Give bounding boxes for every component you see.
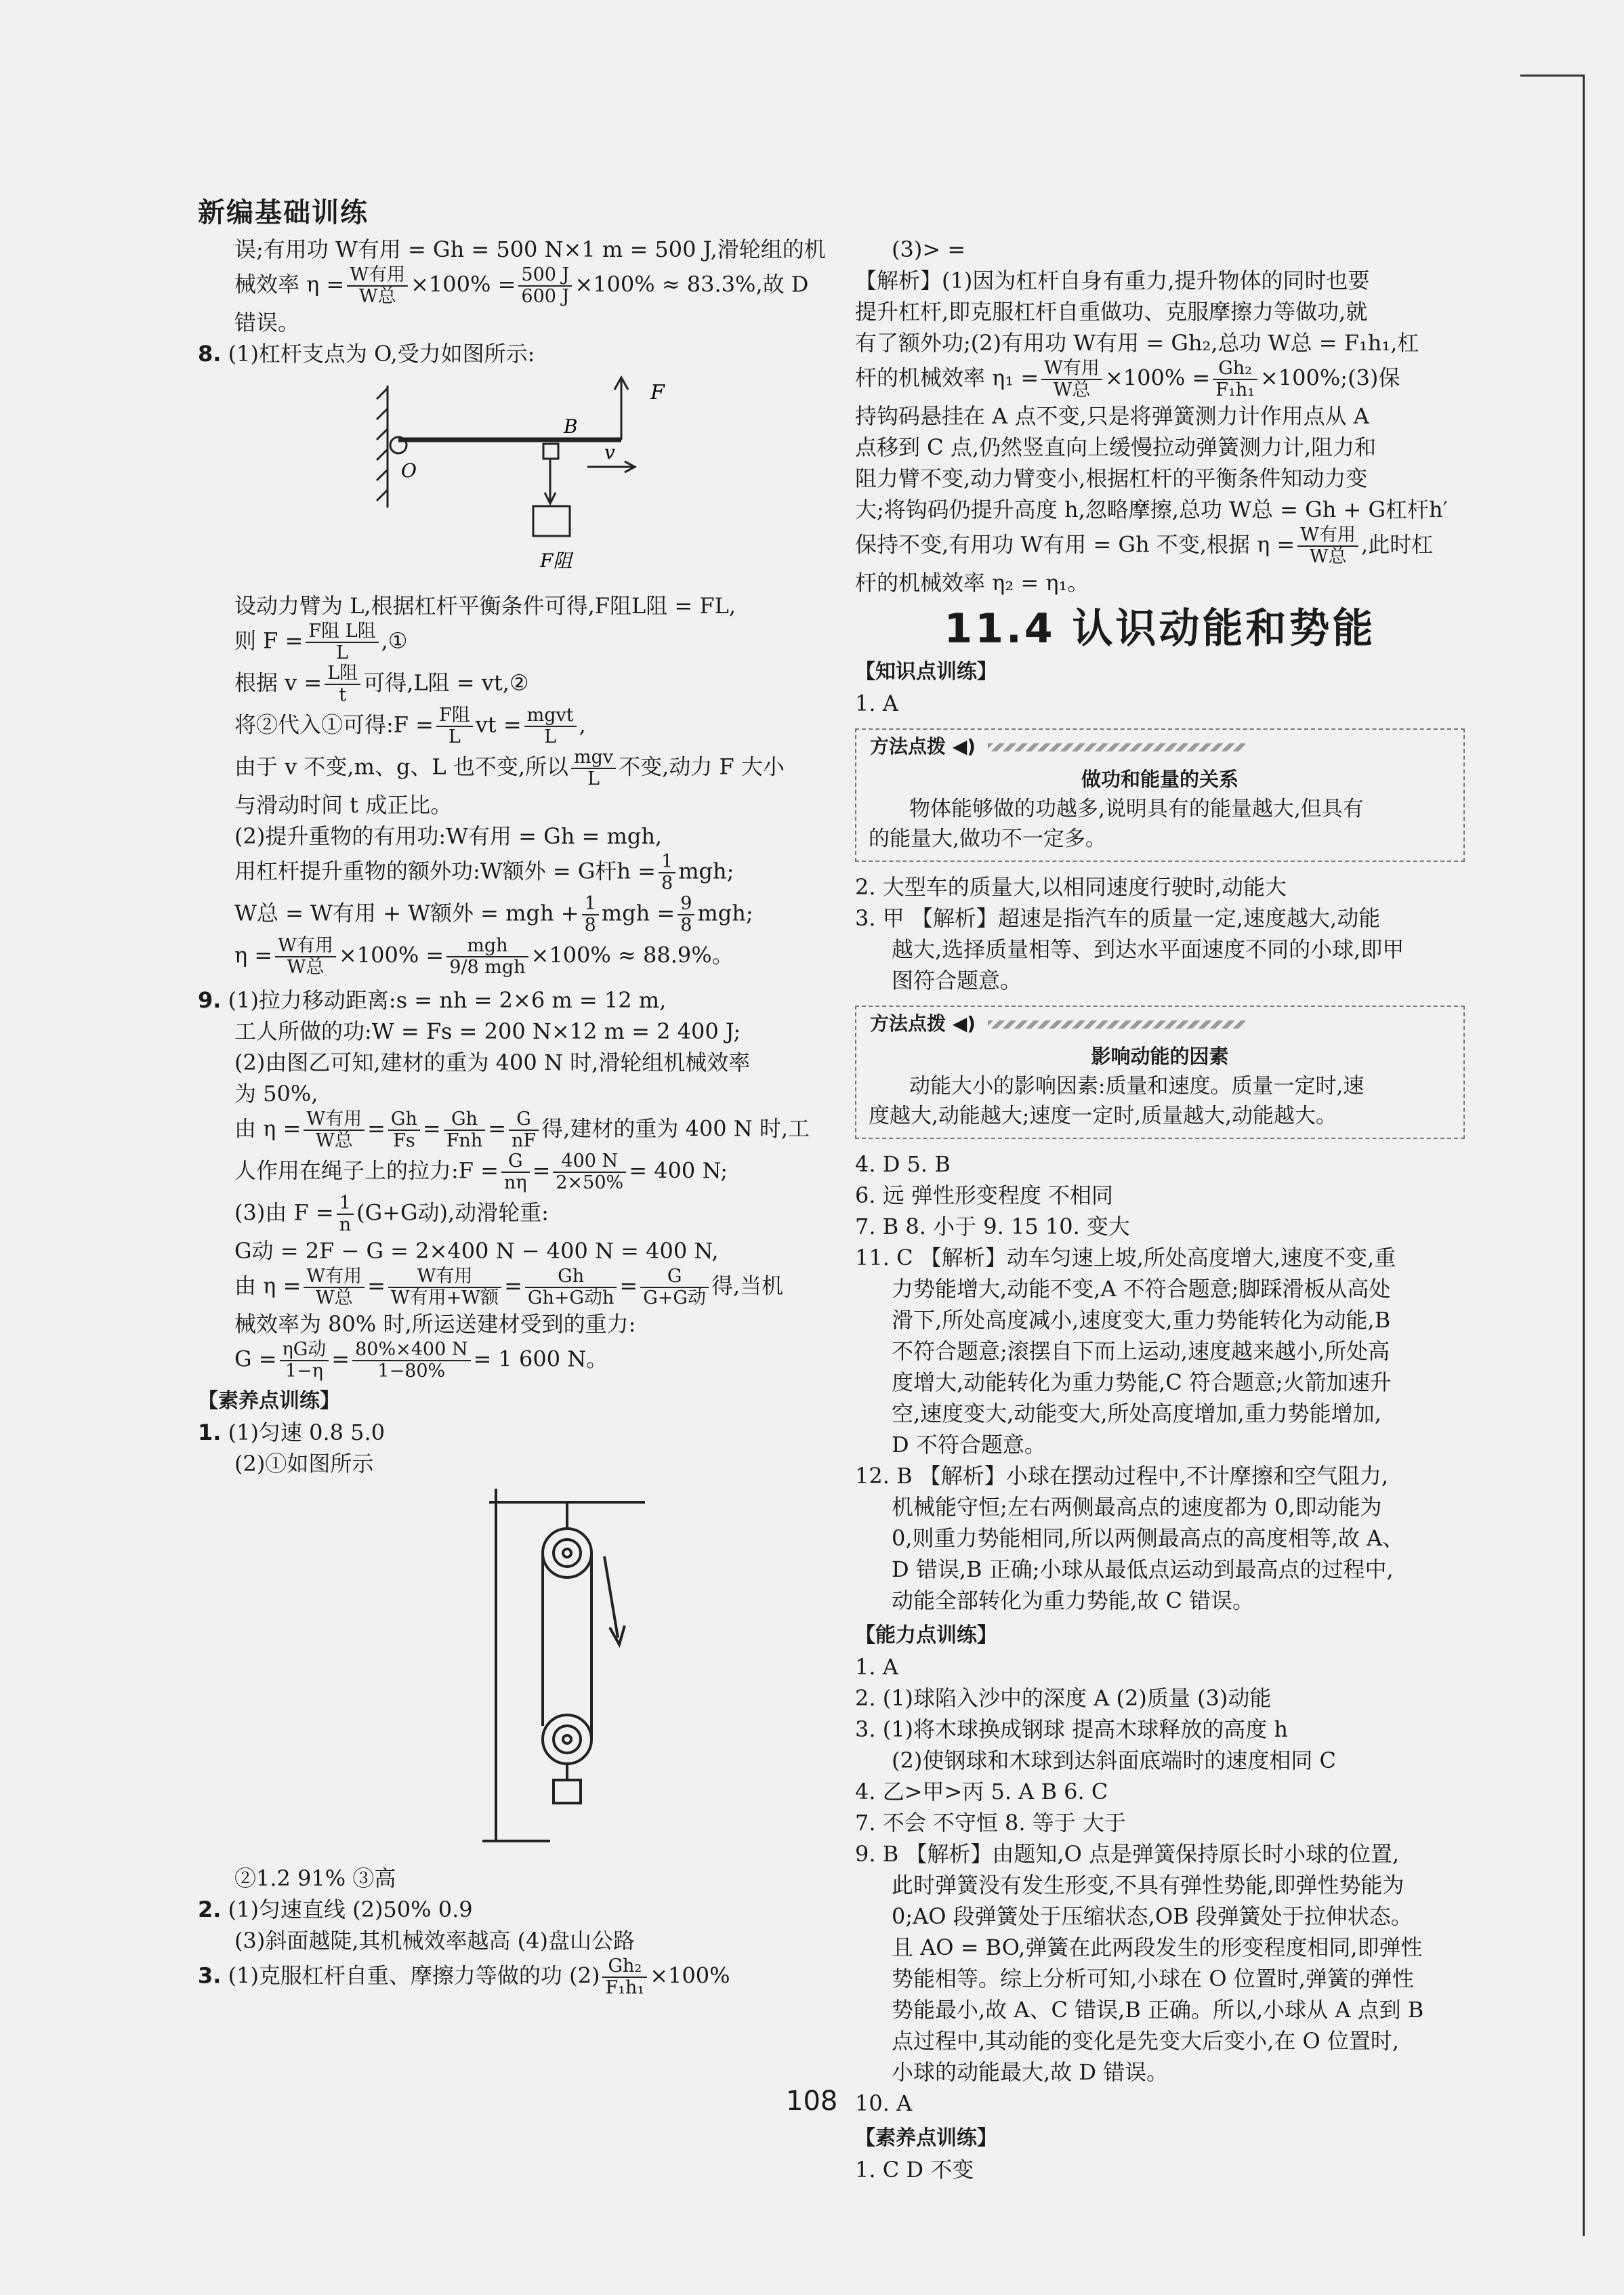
text-line: 空,速度变大,动能变大,所处高度增加,重力势能增加, xyxy=(892,1401,1381,1426)
page-edge-right xyxy=(1583,75,1585,2236)
text-line: 此时弹簧没有发生形变,不具有弹性势能,即弹性势能为 xyxy=(892,1872,1404,1898)
text-line: 阻力臂不变,动力臂变小,根据杠杆的平衡条件知动力变 xyxy=(855,466,1368,491)
text-line: 由于 v 不变,m、g、L 也不变,所以 $\frac{\text{mgv}}{L}$ 不变,动力 F 大小 xyxy=(234,747,785,789)
text-line: 由 η = $\frac{\text{W有用}}{\text{W总}}$ = $\frac{Gh}{Fs}$ = $\frac{Gh}{\text{Fnh}}$ = $\frac{G}{nF}$ 得,建材的重为 400 N 时,工 xyxy=(234,1109,810,1151)
text-line: G = $\frac{\text{ηG动}}{1-\eta}$ = $\frac{80\%\times 400 N}{1-80\%}$ = 1 600 N。 xyxy=(234,1339,608,1382)
text-line: 则 F = $\frac{\text{F阻 L阻}}{L}$ ,① xyxy=(234,621,408,663)
text-line: 度越大,动能越大;速度一定时,质量越大,动能越大。 xyxy=(869,1104,1337,1128)
text-line: 械效率为 80% 时,所运送建材受到的重力: xyxy=(234,1311,636,1337)
text-line: 械效率 η = $\frac{\text{W有用}}{\text{W总}}$ ×100% = $\frac{500 J}{600 J}$ ×100% ≈ 83.3%,故 D xyxy=(234,264,809,307)
answer-line: 7. 不会 不守恒 8. 等于 大于 xyxy=(855,1810,1126,1836)
text-line: 误;有用功 W有用 = Gh = 500 N×1 m = 500 J,滑轮组的机 xyxy=(234,236,826,262)
answer-line: 12. B 【解析】小球在摆动过程中,不计摩擦和空气阻力, xyxy=(855,1463,1389,1489)
chapter-title: 11.4 认识动能和势能 xyxy=(944,605,1376,653)
label-F: F xyxy=(650,381,665,405)
text-line: 与滑动时间 t 成正比。 xyxy=(234,792,453,818)
right-column xyxy=(855,234,1465,2185)
text-line: 图符合题意。 xyxy=(892,968,1022,993)
text-line: 错误。 xyxy=(234,310,300,335)
label-F-resist: F阻 xyxy=(540,550,572,572)
suyang-3: 3. (1)克服杠杆自重、摩擦力等做的功 (2) $\frac{\text{Gh₂}}{\text{F₁h₁}}$ ×100% xyxy=(198,1956,730,1998)
answer-line: 9. B 【解析】由题知,O 点是弹簧保持原长时小球的位置, xyxy=(855,1841,1400,1867)
pulley-diagram xyxy=(198,1482,828,1848)
text-line: 且 AO = BO,弹簧在此两段发生的形变程度相同,即弹性 xyxy=(892,1935,1423,1960)
text-line: 力势能增大,动能不变,A 不符合题意;脚踩滑板从高处 xyxy=(892,1276,1391,1302)
text-line: 为 50%, xyxy=(234,1081,318,1107)
text-line: 杆的机械效率 η₁ = $\frac{\text{W有用}}{\text{W总}}$ ×100% = $\frac{\text{Gh₂}}{\text{F₁h₁}}$ ×100%;(3)保 xyxy=(855,358,1400,400)
answer-line: 1. A xyxy=(855,1654,898,1680)
lever-diagram xyxy=(198,372,828,575)
suyang-2: 2. (1)匀速直线 (2)50% 0.9 xyxy=(198,1897,473,1922)
text-line: 持钩码悬挂在 A 点不变,只是将弹簧测力计作用点从 A xyxy=(855,403,1369,429)
series-title: 新编基础训练 xyxy=(198,197,369,228)
method-tab: 方法点拨 ◀) xyxy=(863,732,1252,762)
text-line: (3)由 F = $\frac{1}{n}$ (G+G动),动滑轮重: xyxy=(234,1193,549,1235)
text-line: 设动力臂为 L,根据杠杆平衡条件可得,F阻L阻 = FL, xyxy=(234,593,736,619)
text-line: 有了额外功;(2)有用功 W有用 = Gh₂,总功 W总 = F₁h₁,杠 xyxy=(855,330,1419,356)
text-line: 由 η = $\frac{\text{W有用}}{\text{W总}}$ = $\frac{\text{W有用}}{\text{W有用+W额}}$ = $\frac{Gh}{\text{Gh+G动h}}$ = $\frac{G}{\text{G+G动}}$ 得,当机 xyxy=(234,1266,784,1308)
text-line: 不符合题意;滚摆自下而上运动,速度越来越小,所处高 xyxy=(892,1338,1390,1364)
question-8: 8. (1)杠杆支点为 O,受力如图所示: xyxy=(198,341,535,367)
label-v: v xyxy=(604,441,615,463)
answer-line: 3. 甲 【解析】超速是指汽车的质量一定,速度越大,动能 xyxy=(855,905,1381,931)
answer-line: 1. C D 不变 xyxy=(855,2157,974,2183)
label-B: B xyxy=(564,415,578,438)
section-heading: 【素养点训练】 xyxy=(855,2126,997,2150)
text-line: 保持不变,有用功 W有用 = Gh 不变,根据 η = $\frac{\text{W有用}}{\text{W总}}$ ,此时杠 xyxy=(855,524,1434,567)
answer-line: 10. A xyxy=(855,2090,913,2116)
text-line: D 不符合题意。 xyxy=(892,1432,1046,1457)
speaker-icon: ◀) xyxy=(952,1012,976,1035)
text-line: (2)由图乙可知,建材的重为 400 N 时,滑轮组机械效率 xyxy=(234,1050,751,1075)
text-line: 点过程中,其动能的变化是先变大后变小,在 O 位置时, xyxy=(892,2028,1400,2054)
text-line: (2)使钢球和木球到达斜面底端时的速度相同 C xyxy=(892,1748,1336,1773)
text-line: (3)斜面越陡,其机械效率越高 (4)盘山公路 xyxy=(234,1928,636,1953)
answer-line: 4. D 5. B xyxy=(855,1151,951,1177)
text-line: D 错误,B 正确;小球从最低点运动到最高点的过程中, xyxy=(892,1556,1394,1582)
text-line: (3)> = xyxy=(892,236,966,262)
text-line: 滑下,所处高度减小,速度变大,重力势能转化为动能,B xyxy=(892,1307,1391,1333)
text-line: ②1.2 91% ③高 xyxy=(234,1865,396,1891)
page-edge-top xyxy=(1520,75,1585,77)
text-line: 0,则重力势能相同,所以两侧最高点的高度相等,故 A、 xyxy=(892,1525,1404,1551)
text-line: 物体能够做的功越多,说明具有的能量越大,但具有 xyxy=(909,797,1364,821)
speaker-icon: ◀) xyxy=(952,735,976,758)
text-line: (2)①如图所示 xyxy=(234,1451,374,1476)
text-line: 根据 v = $\frac{\text{L阻}}{t}$ 可得,L阻 = vt,② xyxy=(234,663,529,705)
answer-line: 11. C 【解析】动车匀速上坡,所处高度增大,速度不变,重 xyxy=(855,1245,1396,1270)
suyang-1: 1. (1)匀速 0.8 5.0 xyxy=(198,1420,386,1445)
section-heading: 【知识点训练】 xyxy=(855,660,997,684)
section-heading: 【素养点训练】 xyxy=(198,1389,340,1413)
text-line: 【解析】(1)因为杠杆自身有重力,提升物体的同时也要 xyxy=(855,268,1370,293)
text-line: 机械能守恒;左右两侧最高点的速度都为 0,即动能为 xyxy=(892,1494,1382,1520)
method-title: 影响动能的因素 xyxy=(1091,1045,1229,1068)
answer-line: 1. A xyxy=(855,690,898,716)
answer-line: 6. 远 弹性形变程度 不相同 xyxy=(855,1182,1114,1208)
method-title: 做功和能量的关系 xyxy=(1081,768,1238,791)
method-box xyxy=(855,728,1465,862)
text-line: 动能大小的影响因素:质量和速度。质量一定时,速 xyxy=(909,1074,1365,1098)
method-box xyxy=(855,1006,1465,1139)
label-O: O xyxy=(401,459,417,482)
text-line: 势能相等。综上分析可知,小球在 O 位置时,弹簧的弹性 xyxy=(892,1966,1414,1991)
text-line: 小球的动能最大,故 D 错误。 xyxy=(892,2059,1169,2085)
text-line: 动能全部转化为重力势能,故 C 错误。 xyxy=(892,1588,1255,1613)
text-line: W总 = W有用 + W额外 = mgh + $\frac{1}{8}$ mgh = $\frac{9}{8}$ mgh; xyxy=(234,893,753,936)
section-heading: 【能力点训练】 xyxy=(855,1624,997,1647)
answer-line: 4. 乙>甲>丙 5. A B 6. C xyxy=(855,1779,1108,1804)
answer-line: 3. (1)将木球换成钢球 提高木球释放的高度 h xyxy=(855,1716,1288,1742)
text-line: 工人所做的功:W = Fs = 200 N×12 m = 2 400 J; xyxy=(234,1018,741,1044)
text-line: G动 = 2F − G = 2×400 N − 400 N = 400 N, xyxy=(234,1238,719,1264)
text-line: 人作用在绳子上的拉力:F = $\frac{G}{n\eta}$ = $\frac{400 N}{2\times 50\%}$ = 400 N; xyxy=(234,1151,728,1193)
text-line: η = $\frac{\text{W有用}}{\text{W总}}$ ×100% = $\frac{\text{mgh}}{\text{9/8 mgh}}$ ×100% ≈ 88.9%。 xyxy=(234,935,734,978)
text-line: 点移到 C 点,仍然竖直向上缓慢拉动弹簧测力计,阻力和 xyxy=(855,434,1377,460)
answer-line: 7. B 8. 小于 9. 15 10. 变大 xyxy=(855,1214,1130,1239)
text-line: 杆的机械效率 η₂ = η₁。 xyxy=(855,570,1089,596)
text-line: 提升杠杆,即克服杠杆自重做功、克服摩擦力等做功,就 xyxy=(855,299,1368,325)
text-line: 势能最小,故 A、C 错误,B 正确。所以,小球从 A 点到 B xyxy=(892,1997,1424,2023)
text-line: 大;将钩码仍提升高度 h,忽略摩擦,总功 W总 = Gh + G杠杆h′ xyxy=(855,497,1448,522)
answer-line: 2. 大型车的质量大,以相同速度行驶时,动能大 xyxy=(855,874,1287,900)
text-line: 用杠杆提升重物的额外功:W额外 = G杆h = $\frac{1}{8}$ mgh; xyxy=(234,851,734,894)
text-line: 度增大,动能转化为重力势能,C 符合题意;火箭加速升 xyxy=(892,1369,1392,1395)
text-line: 0;AO 段弹簧处于压缩状态,OB 段弹簧处于拉伸状态。 xyxy=(892,1903,1413,1929)
page-number: 108 xyxy=(786,2086,838,2117)
answer-line: 2. (1)球陷入沙中的深度 A (2)质量 (3)动能 xyxy=(855,1685,1272,1711)
text-line: 将②代入①可得:F = $\frac{\text{F阻}}{L}$ vt = $\frac{\text{mgvt}}{L}$ , xyxy=(234,705,586,747)
left-column xyxy=(198,234,828,1998)
text-line: (2)提升重物的有用功:W有用 = Gh = mgh, xyxy=(234,823,663,849)
method-tab: 方法点拨 ◀) xyxy=(863,1009,1252,1039)
text-line: 的能量大,做功不一定多。 xyxy=(869,827,1106,851)
text-line: 越大,选择质量相等、到达水平面速度不同的小球,即甲 xyxy=(892,936,1404,962)
question-9: 9. (1)拉力移动距离:s = nh = 2×6 m = 12 m, xyxy=(198,987,667,1013)
